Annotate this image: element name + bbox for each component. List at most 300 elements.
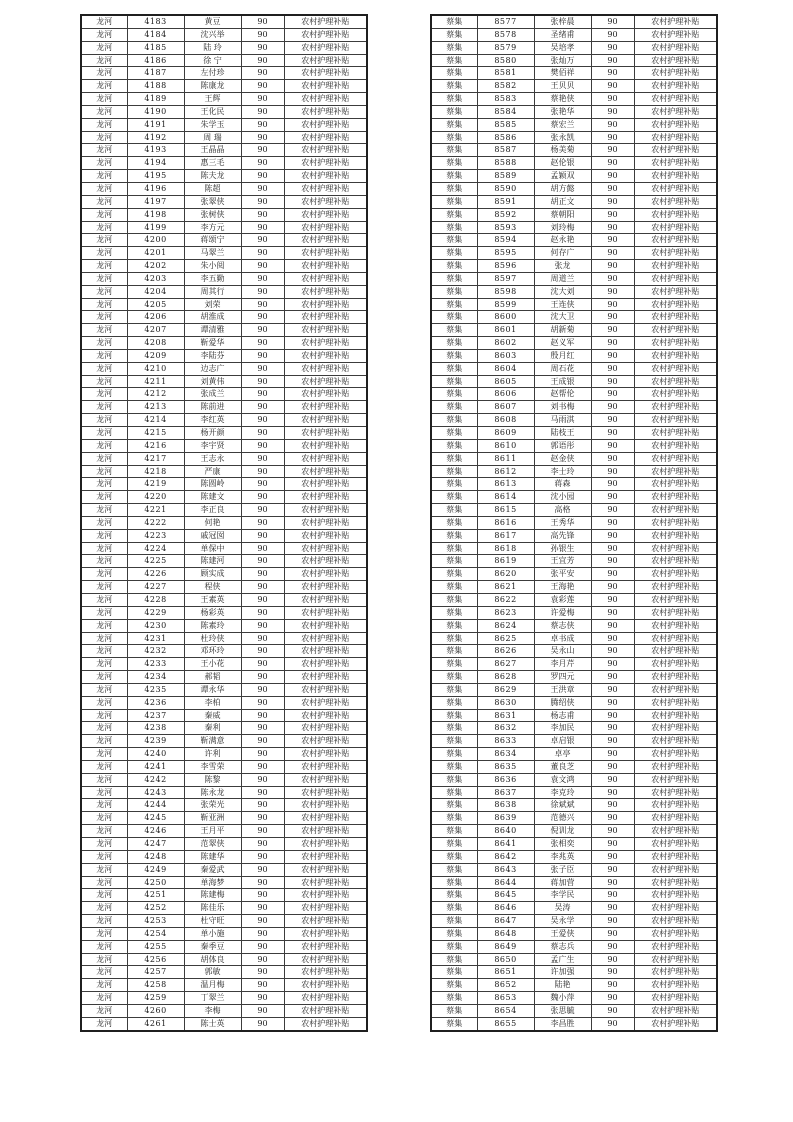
cell-amount: 90	[591, 709, 634, 722]
cell-amount: 90	[241, 247, 284, 260]
cell-amount: 90	[241, 529, 284, 542]
cell-district: 龙河	[81, 247, 127, 260]
cell-name: 倪训龙	[534, 825, 591, 838]
cell-amount: 90	[241, 491, 284, 504]
cell-name: 秦季豆	[184, 940, 241, 953]
cell-serial-number: 4191	[127, 118, 184, 131]
cell-subsidy-type: 农村护理补贴	[284, 632, 367, 645]
cell-name: 陈康龙	[184, 80, 241, 93]
cell-subsidy-type: 农村护理补贴	[634, 195, 717, 208]
cell-subsidy-type: 农村护理补贴	[634, 940, 717, 953]
table-row	[81, 324, 367, 337]
cell-amount: 90	[591, 478, 634, 491]
cell-district: 龙河	[81, 260, 127, 273]
cell-serial-number: 4255	[127, 940, 184, 953]
table-row	[431, 93, 717, 106]
cell-amount: 90	[241, 260, 284, 273]
table-row	[81, 966, 367, 979]
table-row	[431, 337, 717, 350]
cell-name: 王成银	[534, 375, 591, 388]
cell-serial-number: 8579	[477, 41, 534, 54]
cell-district: 蔡集	[431, 671, 477, 684]
cell-serial-number: 4228	[127, 593, 184, 606]
cell-subsidy-type: 农村护理补贴	[284, 722, 367, 735]
cell-subsidy-type: 农村护理补贴	[284, 773, 367, 786]
cell-subsidy-type: 农村护理补贴	[634, 491, 717, 504]
cell-name: 陈超	[184, 182, 241, 195]
cell-serial-number: 4189	[127, 93, 184, 106]
cell-name: 陈前进	[184, 401, 241, 414]
cell-subsidy-type: 农村护理补贴	[284, 349, 367, 362]
cell-subsidy-type: 农村护理补贴	[284, 760, 367, 773]
cell-subsidy-type: 农村护理补贴	[284, 388, 367, 401]
cell-district: 龙河	[81, 221, 127, 234]
cell-amount: 90	[591, 247, 634, 260]
cell-subsidy-type: 农村护理补贴	[634, 118, 717, 131]
table-row	[81, 260, 367, 273]
cell-name: 张思毓	[534, 1004, 591, 1017]
cell-name: 秦威	[184, 709, 241, 722]
cell-amount: 90	[591, 542, 634, 555]
cell-district: 蔡集	[431, 683, 477, 696]
cell-amount: 90	[591, 799, 634, 812]
cell-district: 龙河	[81, 889, 127, 902]
table-row	[81, 118, 367, 131]
cell-serial-number: 8622	[477, 593, 534, 606]
cell-subsidy-type: 农村护理补贴	[634, 349, 717, 362]
table-row	[81, 850, 367, 863]
table-row	[81, 388, 367, 401]
cell-amount: 90	[591, 735, 634, 748]
cell-district: 蔡集	[431, 67, 477, 80]
cell-name: 张子臣	[534, 863, 591, 876]
cell-subsidy-type: 农村护理补贴	[634, 401, 717, 414]
cell-subsidy-type: 农村护理补贴	[284, 465, 367, 478]
table-row	[81, 182, 367, 195]
table-row	[431, 131, 717, 144]
cell-amount: 90	[241, 182, 284, 195]
cell-name: 李红英	[184, 414, 241, 427]
cell-serial-number: 8611	[477, 452, 534, 465]
cell-subsidy-type: 农村护理补贴	[634, 285, 717, 298]
cell-amount: 90	[591, 298, 634, 311]
cell-name: 李柏	[184, 696, 241, 709]
cell-name: 严康	[184, 465, 241, 478]
cell-name: 陈圆岭	[184, 478, 241, 491]
cell-district: 蔡集	[431, 812, 477, 825]
cell-serial-number: 8618	[477, 542, 534, 555]
cell-name: 杨开颜	[184, 427, 241, 440]
table-row	[81, 606, 367, 619]
cell-subsidy-type: 农村护理补贴	[284, 260, 367, 273]
cell-name: 单海梦	[184, 876, 241, 889]
subsidy-table-right	[430, 14, 718, 1032]
cell-serial-number: 4195	[127, 170, 184, 183]
cell-name: 王辉	[184, 93, 241, 106]
cell-subsidy-type: 农村护理补贴	[284, 118, 367, 131]
cell-amount: 90	[241, 157, 284, 170]
cell-serial-number: 8633	[477, 735, 534, 748]
cell-district: 蔡集	[431, 414, 477, 427]
cell-serial-number: 4233	[127, 658, 184, 671]
cell-subsidy-type: 农村护理补贴	[284, 915, 367, 928]
cell-subsidy-type: 农村护理补贴	[634, 67, 717, 80]
cell-name: 温月梅	[184, 979, 241, 992]
cell-serial-number: 8650	[477, 953, 534, 966]
cell-amount: 90	[591, 863, 634, 876]
table-row	[431, 902, 717, 915]
table-row	[431, 285, 717, 298]
table-row	[81, 427, 367, 440]
cell-serial-number: 8635	[477, 760, 534, 773]
cell-subsidy-type: 农村护理补贴	[284, 208, 367, 221]
cell-name: 杜玲侠	[184, 632, 241, 645]
cell-serial-number: 8612	[477, 465, 534, 478]
cell-amount: 90	[591, 414, 634, 427]
table-row	[81, 1004, 367, 1017]
cell-district: 龙河	[81, 414, 127, 427]
table-row	[431, 144, 717, 157]
cell-district: 蔡集	[431, 735, 477, 748]
cell-subsidy-type: 农村护理补贴	[284, 439, 367, 452]
cell-serial-number: 4183	[127, 15, 184, 28]
cell-name: 李昌胜	[534, 1017, 591, 1030]
cell-amount: 90	[241, 170, 284, 183]
cell-district: 蔡集	[431, 28, 477, 41]
cell-name: 周道兰	[534, 272, 591, 285]
cell-subsidy-type: 农村护理补贴	[284, 568, 367, 581]
cell-subsidy-type: 农村护理补贴	[634, 799, 717, 812]
cell-serial-number: 4242	[127, 773, 184, 786]
cell-district: 蔡集	[431, 568, 477, 581]
table-row	[81, 760, 367, 773]
cell-amount: 90	[241, 683, 284, 696]
table-row	[81, 41, 367, 54]
cell-name: 卓启银	[534, 735, 591, 748]
cell-name: 边志广	[184, 362, 241, 375]
cell-serial-number: 4185	[127, 41, 184, 54]
cell-subsidy-type: 农村护理补贴	[634, 979, 717, 992]
table-row	[431, 516, 717, 529]
cell-serial-number: 8637	[477, 786, 534, 799]
cell-district: 龙河	[81, 337, 127, 350]
cell-district: 龙河	[81, 452, 127, 465]
cell-district: 龙河	[81, 992, 127, 1005]
cell-district: 龙河	[81, 709, 127, 722]
cell-subsidy-type: 农村护理补贴	[634, 131, 717, 144]
cell-subsidy-type: 农村护理补贴	[284, 542, 367, 555]
cell-district: 蔡集	[431, 1004, 477, 1017]
cell-subsidy-type: 农村护理补贴	[284, 786, 367, 799]
cell-amount: 90	[241, 812, 284, 825]
cell-district: 龙河	[81, 683, 127, 696]
cell-subsidy-type: 农村护理补贴	[284, 992, 367, 1005]
cell-subsidy-type: 农村护理补贴	[284, 452, 367, 465]
cell-subsidy-type: 农村护理补贴	[634, 105, 717, 118]
cell-name: 陈建梅	[184, 889, 241, 902]
table-row	[431, 465, 717, 478]
cell-subsidy-type: 农村护理补贴	[284, 311, 367, 324]
cell-district: 蔡集	[431, 234, 477, 247]
cell-serial-number: 4206	[127, 311, 184, 324]
table-row	[81, 876, 367, 889]
cell-district: 蔡集	[431, 478, 477, 491]
cell-district: 龙河	[81, 491, 127, 504]
cell-serial-number: 4253	[127, 915, 184, 928]
table-row	[81, 170, 367, 183]
cell-name: 王晶晶	[184, 144, 241, 157]
cell-name: 李雪荣	[184, 760, 241, 773]
cell-name: 蔡志侠	[534, 619, 591, 632]
cell-amount: 90	[591, 144, 634, 157]
cell-serial-number: 4200	[127, 234, 184, 247]
cell-district: 蔡集	[431, 324, 477, 337]
cell-amount: 90	[241, 748, 284, 761]
cell-district: 蔡集	[431, 748, 477, 761]
cell-amount: 90	[241, 401, 284, 414]
cell-name: 王志永	[184, 452, 241, 465]
cell-subsidy-type: 农村护理补贴	[284, 850, 367, 863]
table-row	[431, 606, 717, 619]
cell-district: 龙河	[81, 735, 127, 748]
cell-serial-number: 4204	[127, 285, 184, 298]
cell-subsidy-type: 农村护理补贴	[634, 683, 717, 696]
table-row	[81, 28, 367, 41]
table-row	[81, 311, 367, 324]
cell-name: 张树侠	[184, 208, 241, 221]
cell-district: 龙河	[81, 67, 127, 80]
table-row	[81, 516, 367, 529]
cell-serial-number: 4247	[127, 838, 184, 851]
cell-district: 龙河	[81, 54, 127, 67]
cell-amount: 90	[241, 966, 284, 979]
table-row	[431, 375, 717, 388]
cell-subsidy-type: 农村护理补贴	[284, 375, 367, 388]
cell-serial-number: 8634	[477, 748, 534, 761]
table-row	[81, 863, 367, 876]
table-row	[431, 671, 717, 684]
cell-amount: 90	[241, 581, 284, 594]
cell-name: 陈夫龙	[184, 170, 241, 183]
cell-serial-number: 8589	[477, 170, 534, 183]
cell-subsidy-type: 农村护理补贴	[284, 966, 367, 979]
cell-serial-number: 4205	[127, 298, 184, 311]
cell-district: 龙河	[81, 144, 127, 157]
table-row	[431, 966, 717, 979]
cell-amount: 90	[591, 182, 634, 195]
cell-subsidy-type: 农村护理补贴	[634, 709, 717, 722]
cell-subsidy-type: 农村护理补贴	[634, 529, 717, 542]
cell-name: 殷月红	[534, 349, 591, 362]
cell-amount: 90	[241, 632, 284, 645]
table-row	[431, 28, 717, 41]
cell-district: 蔡集	[431, 760, 477, 773]
cell-district: 龙河	[81, 272, 127, 285]
cell-serial-number: 4240	[127, 748, 184, 761]
cell-subsidy-type: 农村护理补贴	[284, 298, 367, 311]
cell-amount: 90	[591, 452, 634, 465]
table-row	[431, 825, 717, 838]
cell-amount: 90	[241, 850, 284, 863]
cell-district: 蔡集	[431, 427, 477, 440]
table-row	[431, 80, 717, 93]
cell-amount: 90	[591, 915, 634, 928]
cell-amount: 90	[241, 889, 284, 902]
cell-district: 龙河	[81, 234, 127, 247]
cell-district: 蔡集	[431, 504, 477, 517]
cell-name: 周石花	[534, 362, 591, 375]
cell-subsidy-type: 农村护理补贴	[284, 157, 367, 170]
cell-subsidy-type: 农村护理补贴	[634, 619, 717, 632]
cell-district: 蔡集	[431, 401, 477, 414]
cell-serial-number: 8580	[477, 54, 534, 67]
cell-district: 蔡集	[431, 260, 477, 273]
cell-serial-number: 4210	[127, 362, 184, 375]
cell-serial-number: 4237	[127, 709, 184, 722]
cell-serial-number: 4226	[127, 568, 184, 581]
cell-subsidy-type: 农村护理补贴	[634, 1017, 717, 1030]
cell-serial-number: 8640	[477, 825, 534, 838]
cell-amount: 90	[241, 452, 284, 465]
cell-subsidy-type: 农村护理补贴	[634, 606, 717, 619]
cell-district: 龙河	[81, 760, 127, 773]
cell-amount: 90	[591, 850, 634, 863]
table-row	[81, 683, 367, 696]
table-row	[81, 272, 367, 285]
cell-amount: 90	[591, 992, 634, 1005]
table-row	[431, 157, 717, 170]
cell-serial-number: 8627	[477, 658, 534, 671]
cell-serial-number: 4192	[127, 131, 184, 144]
cell-serial-number: 4217	[127, 452, 184, 465]
cell-district: 龙河	[81, 722, 127, 735]
cell-name: 李宇贤	[184, 439, 241, 452]
cell-name: 蔡志兵	[534, 940, 591, 953]
table-row	[81, 337, 367, 350]
cell-district: 龙河	[81, 28, 127, 41]
cell-district: 蔡集	[431, 54, 477, 67]
cell-subsidy-type: 农村护理补贴	[284, 1017, 367, 1030]
cell-subsidy-type: 农村护理补贴	[284, 953, 367, 966]
cell-name: 程侠	[184, 581, 241, 594]
cell-amount: 90	[241, 825, 284, 838]
cell-name: 张成兰	[184, 388, 241, 401]
table-row	[431, 542, 717, 555]
cell-amount: 90	[241, 940, 284, 953]
cell-serial-number: 4203	[127, 272, 184, 285]
cell-subsidy-type: 农村护理补贴	[284, 401, 367, 414]
table-row	[81, 375, 367, 388]
cell-amount: 90	[241, 41, 284, 54]
cell-subsidy-type: 农村护理补贴	[634, 478, 717, 491]
cell-amount: 90	[591, 195, 634, 208]
cell-district: 蔡集	[431, 940, 477, 953]
cell-subsidy-type: 农村护理补贴	[284, 979, 367, 992]
table-row	[431, 41, 717, 54]
cell-district: 龙河	[81, 170, 127, 183]
cell-district: 龙河	[81, 504, 127, 517]
cell-district: 龙河	[81, 208, 127, 221]
cell-amount: 90	[591, 568, 634, 581]
table-row	[431, 645, 717, 658]
cell-serial-number: 4219	[127, 478, 184, 491]
cell-amount: 90	[591, 54, 634, 67]
table-row	[431, 182, 717, 195]
table-row	[431, 439, 717, 452]
cell-name: 陆 玲	[184, 41, 241, 54]
cell-amount: 90	[591, 427, 634, 440]
cell-serial-number: 8593	[477, 221, 534, 234]
cell-amount: 90	[241, 504, 284, 517]
cell-serial-number: 8601	[477, 324, 534, 337]
cell-subsidy-type: 农村护理补贴	[284, 645, 367, 658]
cell-amount: 90	[591, 1017, 634, 1030]
cell-district: 蔡集	[431, 902, 477, 915]
table-row	[81, 157, 367, 170]
cell-serial-number: 4198	[127, 208, 184, 221]
cell-serial-number: 4218	[127, 465, 184, 478]
cell-serial-number: 8605	[477, 375, 534, 388]
cell-name: 王化民	[184, 105, 241, 118]
cell-district: 蔡集	[431, 465, 477, 478]
table-row	[431, 272, 717, 285]
cell-district: 蔡集	[431, 118, 477, 131]
cell-district: 蔡集	[431, 773, 477, 786]
table-row	[81, 478, 367, 491]
cell-amount: 90	[241, 1004, 284, 1017]
cell-serial-number: 4208	[127, 337, 184, 350]
table-row	[431, 504, 717, 517]
cell-subsidy-type: 农村护理补贴	[634, 953, 717, 966]
cell-district: 龙河	[81, 799, 127, 812]
cell-subsidy-type: 农村护理补贴	[634, 902, 717, 915]
cell-serial-number: 8623	[477, 606, 534, 619]
cell-amount: 90	[591, 838, 634, 851]
cell-serial-number: 8614	[477, 491, 534, 504]
table-row	[81, 979, 367, 992]
cell-serial-number: 8613	[477, 478, 534, 491]
table-row	[431, 452, 717, 465]
table-row	[431, 478, 717, 491]
table-row	[81, 748, 367, 761]
table-row	[431, 786, 717, 799]
cell-district: 龙河	[81, 439, 127, 452]
cell-subsidy-type: 农村护理补贴	[284, 15, 367, 28]
cell-serial-number: 4194	[127, 157, 184, 170]
cell-name: 王洪章	[534, 683, 591, 696]
cell-subsidy-type: 农村护理补贴	[284, 41, 367, 54]
cell-amount: 90	[241, 208, 284, 221]
cell-name: 陈建文	[184, 491, 241, 504]
cell-amount: 90	[591, 927, 634, 940]
table-row	[81, 208, 367, 221]
cell-district: 蔡集	[431, 195, 477, 208]
cell-amount: 90	[241, 1017, 284, 1030]
table-row	[431, 722, 717, 735]
cell-name: 胡方懿	[534, 182, 591, 195]
table-row	[431, 118, 717, 131]
cell-district: 龙河	[81, 863, 127, 876]
cell-name: 李正良	[184, 504, 241, 517]
cell-district: 龙河	[81, 131, 127, 144]
cell-serial-number: 8653	[477, 992, 534, 1005]
cell-amount: 90	[241, 28, 284, 41]
cell-serial-number: 4222	[127, 516, 184, 529]
cell-district: 蔡集	[431, 439, 477, 452]
cell-name: 吴培孝	[534, 41, 591, 54]
cell-subsidy-type: 农村护理补贴	[284, 93, 367, 106]
cell-district: 龙河	[81, 465, 127, 478]
